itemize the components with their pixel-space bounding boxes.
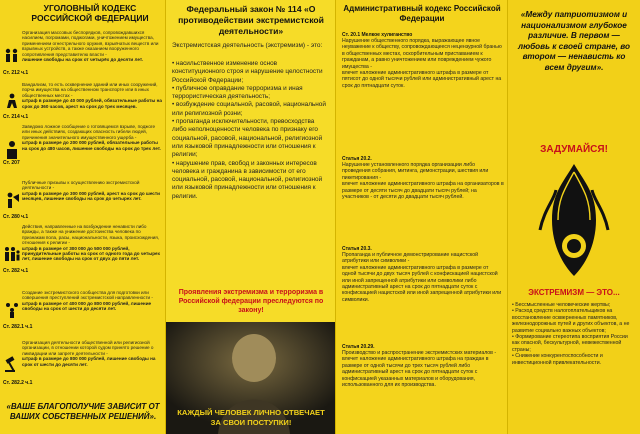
- section-penalty: влечет наложение административного штрафа в размере от пятисот до одной тысячи рублей или административный арест на срок до пятнадцати суток.: [342, 70, 502, 89]
- section: [342, 246, 504, 303]
- panel-title: Административный кодекс Российской Федерации: [343, 4, 501, 23]
- footer-slogan: «ВАШЕ БЛАГОПОЛУЧИЕ ЗАВИСИТ ОТ ВАШИХ СОБСТВЕННЫХ РЕШЕНИЙ».: [6, 402, 160, 421]
- criminal-code-panel: [0, 0, 166, 434]
- item-text: Действия, направленные на возбуждение ненависти либо вражды, а также на унижение достоинства человека по признакам пола, расы, национальности, языка, происхождения, отношения к религии -: [22, 224, 160, 246]
- article-label: Ст. 207: [3, 160, 20, 166]
- item-text: Публичные призывы к осуществлению экстремистской деятельности -: [22, 180, 140, 191]
- item-penalty: штраф в размере до 200 000 рублей, обязательные работы на срок до 480 часов, лишение свободы на срок до трех лет.: [22, 140, 161, 151]
- item-penalty: штраф в размере от 300 000 до 500 000 рублей, принудительные работы на срок от одного года до четырех лет, лишение свободы на срок от двух до пяти лет.: [22, 245, 161, 262]
- terror-icon: [2, 124, 22, 176]
- list-item: • публичное оправдание терроризма и иная террористическая деятельность;: [172, 84, 303, 101]
- section-text: Нарушение установленного порядка организации либо проведения собрания, митинга, демонстрации, шествия или пикетирования -: [342, 162, 489, 181]
- article-label: Ст. 214 ч.1: [3, 114, 29, 120]
- photo-banner: [166, 322, 336, 434]
- admin-code-panel: [336, 0, 508, 434]
- list-item: • Формирование стереотипа восприятия России как опасной, бескультурной, невежественной страны;: [512, 334, 628, 353]
- quote-panel: [508, 0, 640, 434]
- section-title: Статья 20.29.: [342, 344, 375, 350]
- section-penalty: влечет наложение административного штрафа на граждан в размере от одной тысячи до трех тысяч рублей либо административный арест на срок до пятнадцати суток с конфискацией указанных материалов и оборудования, использованного для их производства.: [342, 356, 489, 389]
- section-text: Производство и распространение экстремистских материалов -: [342, 350, 497, 356]
- panel-title: УГОЛОВНЫЙ КОДЕКС РОССИЙСКОЙ ФЕДЕРАЦИИ: [31, 3, 149, 23]
- item-text: Вандализм, то есть осквернение зданий или иных сооружений, порча имущества на общественном транспорте или в иных общественных местах -: [22, 82, 158, 98]
- list-item: • возбуждение социальной, расовой, национальной или религиозной розни;: [172, 101, 326, 117]
- item-text: Заведомо ложное сообщение о готовящемся взрыве, поджоге или иных действиях, создающих опасность гибели людей, причинения значительного имущественного ущерба -: [22, 124, 156, 140]
- warning-text: Проявления экстремизма и терроризма в Российской федерации преследуются по закону!: [178, 289, 324, 314]
- fire-figure-icon: [534, 160, 614, 280]
- list-item: • насильственное изменение основ конституционного строя и нарушение целостности Российской Федерации;: [172, 60, 323, 84]
- list-item: • пропаганда исключительности, превосходства либо неполноценности человека по признаку его социальной, расовой, национальной, религиозной или языковой принадлежности или отношения к религии;: [172, 118, 323, 159]
- intro-text: Экстремистская деятельность (экстремизм) - это:: [172, 42, 323, 49]
- item-text: Создание экстремистского сообщества для подготовки или совершения преступлений экстремистской направленности -: [22, 290, 153, 301]
- item-penalty: штраф в размере до 40 000 рублей, обязательные работы на срок до 360 часов, арест на срок до трех месяцев.: [22, 98, 162, 109]
- list-item: • Бессмысленные человеческие жертвы;: [512, 302, 611, 308]
- section-penalty: влечет наложение административного штрафа в размере от одной тысячи до двух тысяч рублей с конфискацией нацистской или иной запрещенной атрибутики или символики либо административный арест на срок до пятнадцати суток с конфискацией нацистской или иной запрещенной атрибутики или символики.: [342, 264, 502, 303]
- section-penalty: влечет наложение административного штрафа на организаторов в размере от десяти тысяч до двадцати тысяч рублей; на участников - от десяти до двадцати тысяч рублей.: [342, 181, 504, 201]
- section-text: Пропаганда и публичное демонстрирование нацистской атрибутики или символики -: [342, 252, 478, 265]
- section: [342, 156, 504, 200]
- family-icon: [2, 224, 22, 284]
- section-title: Ст. 20.1 Мелкое хулиганство: [342, 32, 413, 38]
- article-label: Ст. 282.2 ч.1: [3, 380, 33, 386]
- section-title: Статья 20.2.: [342, 156, 372, 162]
- item-penalty: штраф в размере до 300 000 рублей, арест на срок до шести месяцев, лишение свободы на срок до четырех лет.: [22, 190, 160, 202]
- list-item: [2, 224, 164, 284]
- extremism-heading: ЭКСТРЕМИЗМ — ЭТО...: [528, 288, 620, 297]
- item-text: Организация деятельности общественной или религиозной организации, в отношении которой судом принято решение о ликвидации или запрете деятельности -: [22, 340, 154, 356]
- list-item: • Снижение конкурентоспособности и инвестиционной привлекательности.: [512, 353, 603, 366]
- section: [342, 32, 504, 89]
- item-penalty: лишение свободы на срок от четырёх до десяти лет.: [22, 57, 143, 63]
- list-item: [2, 124, 164, 176]
- banner-text: КАЖДЫЙ ЧЕЛОВЕК ЛИЧНО ОТВЕЧАЕТ ЗА СВОИ ПОСТУПКИ!: [177, 408, 325, 427]
- item-penalty: штраф в размере от 400 000 до 800 000 рублей, лишение свободы на срок от шести до десяти лет.: [22, 300, 152, 312]
- item-text: Организация массовых беспорядков, сопровождавшихся насилием, погромами, поджогами, уничтожением имущества, применением огнестрельного оружия, взрывчатых веществ или взрывных устройств, а также оказанием вооруженного сопротивления представителю власти -: [22, 30, 159, 57]
- definition-list: [172, 60, 330, 201]
- consequences-list: [512, 302, 636, 366]
- list-item: • Расход средств налогоплательщиков на восстановление оскверненных памятников, железнодорожных путей и других объектов, а не развитие социально важных объектов;: [512, 308, 630, 334]
- section: [342, 344, 504, 388]
- article-label: Ст. 282.1 ч.1: [3, 324, 33, 330]
- item-penalty: штраф в размере до 800 000 рублей, лишение свободы на срок от шести до десяти лет.: [22, 356, 156, 367]
- section-text: Нарушение общественного порядка, выражающее явное неуважение к обществу, сопровождающееся нецензурной бранью в общественных местах, оскорбительным приставанием к гражданам, а равно уничтожением или повреждением чужого имущества -: [342, 38, 502, 70]
- panel-title: Федеральный закон № 114 «О противодействии экстремистской деятельности»: [178, 4, 324, 36]
- article-label: Ст. 212 ч.1: [3, 70, 29, 76]
- article-label: Ст. 280 ч.1: [3, 214, 29, 220]
- list-item: • нарушение прав, свобод и законных интересов человека и гражданина в зависимости от его социальной, расовой, национальной, религиозной или языковой принадлежности или отношения к религии.: [172, 159, 323, 200]
- federal-law-panel: [166, 0, 336, 434]
- quote-text: «Между патриотизмом и национализмом глубокое различие. В первом — любовь к своей стране, во втором — ненависть ко всем другим».: [518, 10, 630, 72]
- article-label: Ст. 282 ч.1: [3, 268, 29, 274]
- section-title: Статья 20.3.: [342, 246, 372, 252]
- think-heading: ЗАДУМАЙСЯ!: [540, 144, 608, 155]
